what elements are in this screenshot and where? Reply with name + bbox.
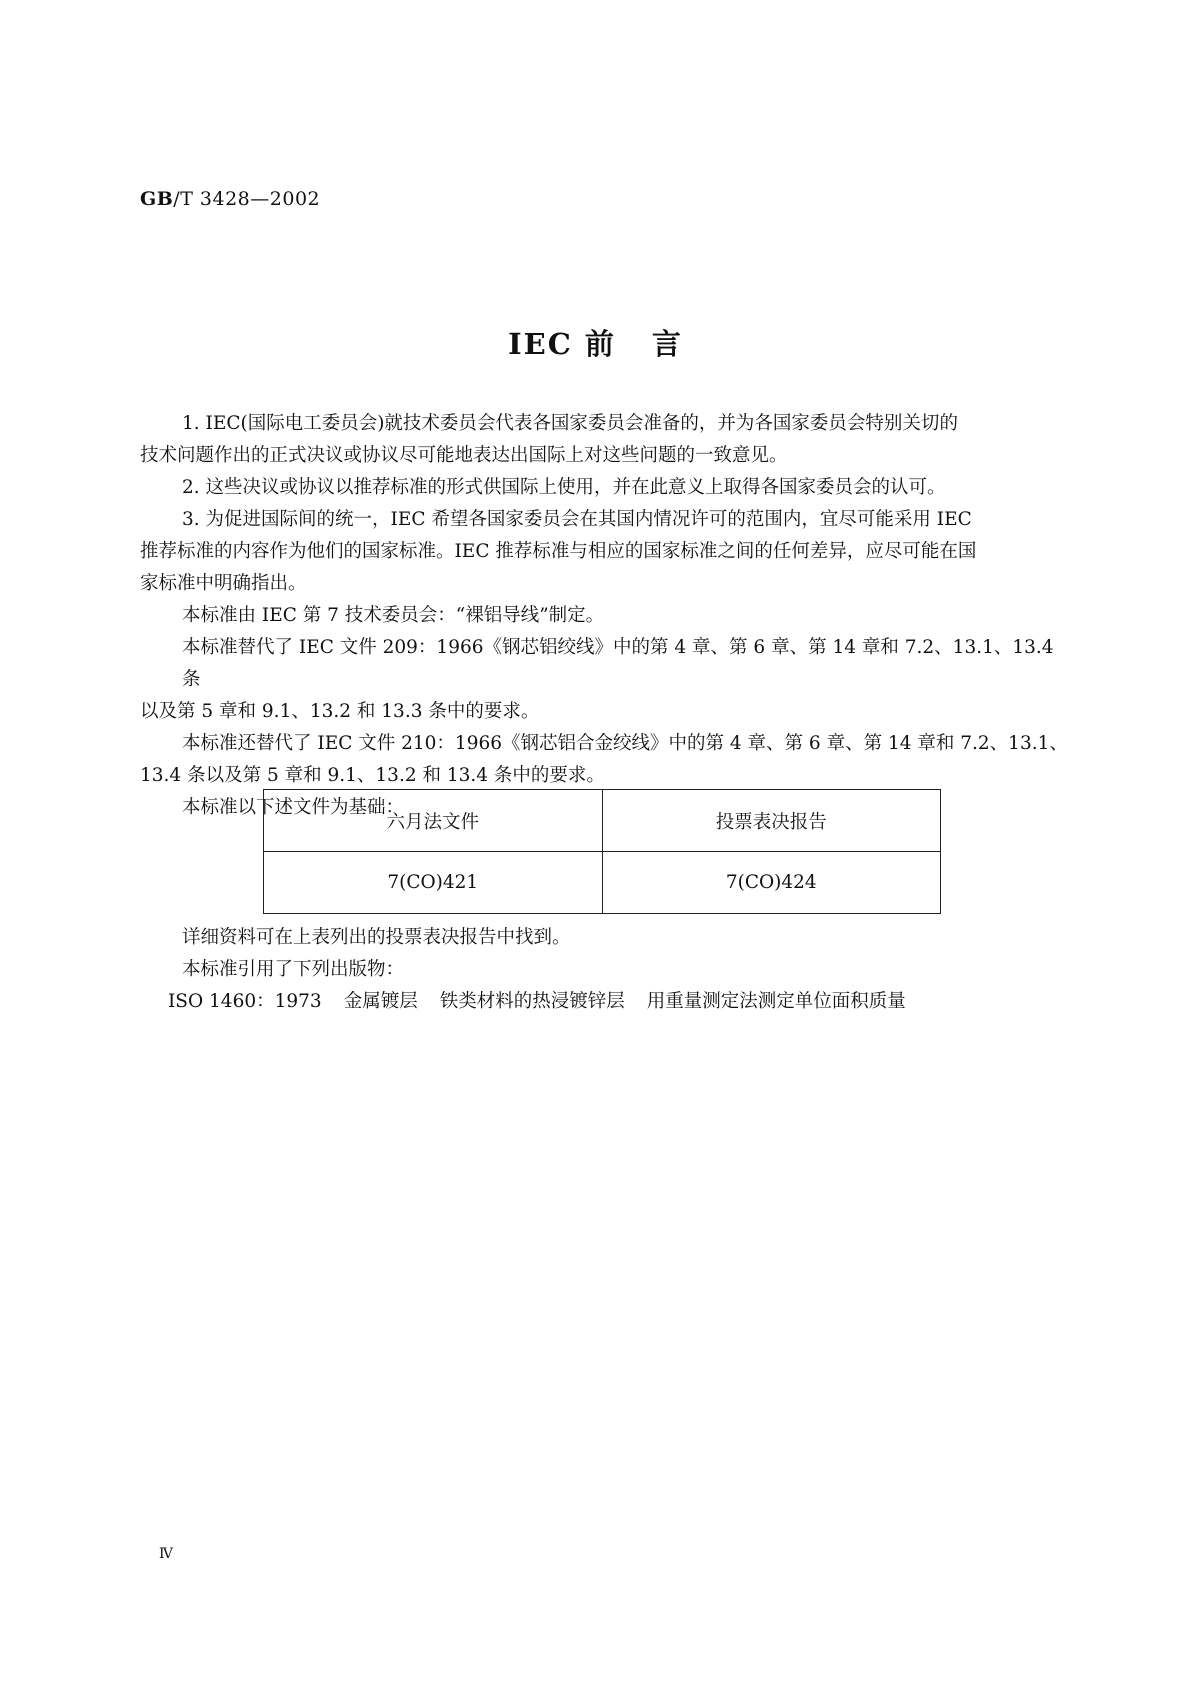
page-number: Ⅳ — [159, 1546, 173, 1562]
paragraph-1-line-2: 技术问题作出的正式决议或协议尽可能地表达出国际上对这些问题的一致意见。 — [140, 445, 788, 466]
paragraph-2: 2. 这些决议或协议以推荐标准的形式供国际上使用，并在此意义上取得各国家委员会的认可。 — [182, 477, 946, 498]
paragraph-basis: 本标准以下述文件为基础： — [182, 797, 405, 818]
reference-code: ISO 1460：1973 — [168, 991, 322, 1012]
reference-title-part-2: 铁类材料的热浸镀锌层 — [439, 991, 625, 1012]
details-note: 详细资料可在上表列出的投票表决报告中找到。 — [182, 927, 571, 948]
reference-title-part-1: 金属镀层 — [343, 991, 418, 1012]
reference-item — [168, 986, 1068, 1018]
table-header-row — [264, 790, 941, 852]
page-title — [0, 322, 1191, 363]
foreword-body — [140, 408, 1068, 824]
references-intro: 本标准引用了下列出版物： — [182, 959, 405, 980]
paragraph-replaces-210-line-2: 13.4 条以及第 5 章和 9.1、13.2 和 13.4 条中的要求。 — [140, 765, 605, 786]
table-cell: 7(CO)424 — [602, 852, 941, 914]
reference-title-part-3: 用重量测定法测定单位面积质量 — [646, 991, 906, 1012]
standard-number: /T 3428—2002 — [173, 188, 321, 210]
paragraph-replaces-210-line-1: 本标准还替代了 IEC 文件 210：1966《钢芯铝合金绞线》中的第 4 章、第 6 章、第 14 章和 7.2、13.1、 — [182, 733, 1068, 754]
after-table-text — [168, 922, 1068, 1018]
table-header-cell: 六月法文件 — [264, 790, 603, 852]
standard-prefix: GB — [140, 188, 174, 210]
standard-code — [140, 188, 320, 210]
basis-table — [263, 789, 941, 914]
table-header-cell: 投票表决报告 — [602, 790, 941, 852]
paragraph-3-line-2: 推荐标准的内容作为他们的国家标准。IEC 推荐标准与相应的国家标准之间的任何差异，应尽可能在国 — [140, 541, 977, 562]
paragraph-1-line-1: 1. IEC(国际电工委员会)就技术委员会代表各国家委员会准备的，并为各国家委员会特别关切的 — [182, 413, 958, 434]
table-cell: 7(CO)421 — [264, 852, 603, 914]
paragraph-replaces-209-line-1: 本标准替代了 IEC 文件 209：1966《钢芯铝绞线》中的第 4 章、第 6 章、第 14 章和 7.2、13.1、13.4 条 — [182, 637, 1054, 690]
paragraph-committee: 本标准由 IEC 第 7 技术委员会：“裸铝导线”制定。 — [182, 605, 605, 626]
paragraph-replaces-209-line-2: 以及第 5 章和 9.1、13.2 和 13.3 条中的要求。 — [140, 701, 540, 722]
title-part2: 言 — [651, 327, 683, 361]
paragraph-3-line-3: 家标准中明确指出。 — [140, 573, 307, 594]
paragraph-3-line-1: 3. 为促进国际间的统一，IEC 希望各国家委员会在其国内情况许可的范围内，宜尽可能采用 IEC — [182, 509, 972, 530]
title-part1: IEC 前 — [508, 327, 616, 361]
table-row — [264, 852, 941, 914]
